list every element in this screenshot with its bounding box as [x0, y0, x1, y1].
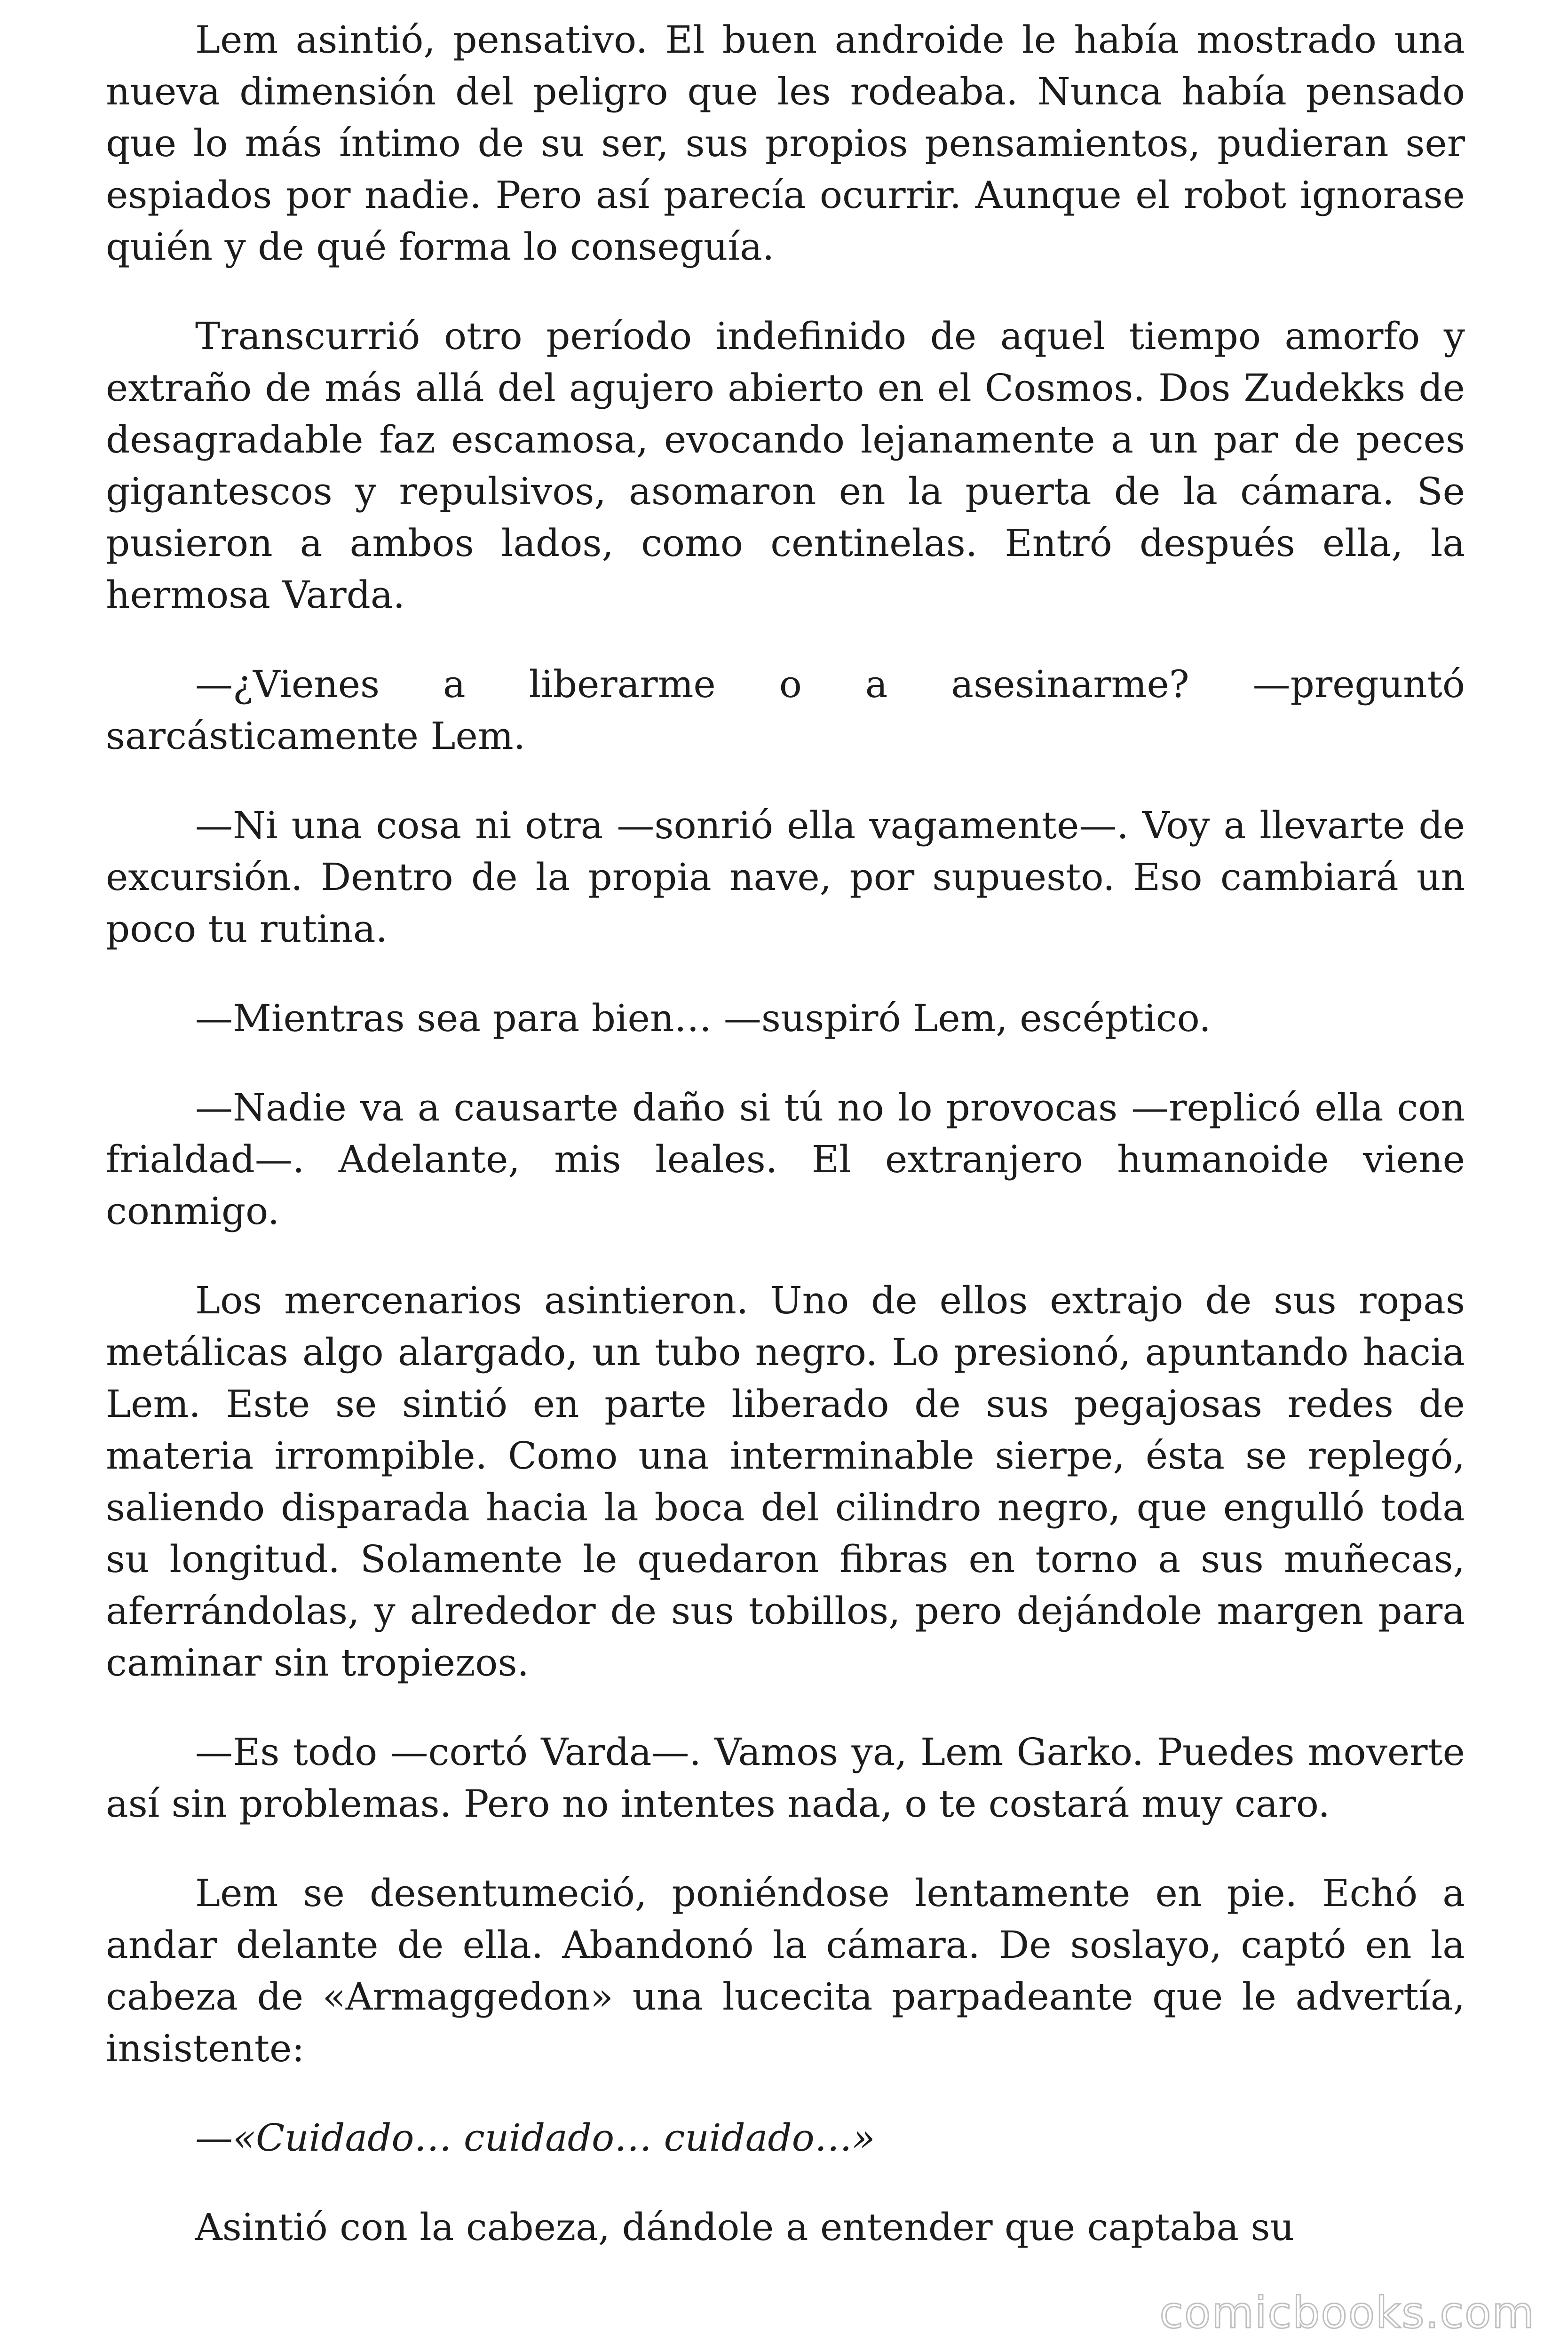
paragraph: Asintió con la cabeza, dándole a entender que captaba su — [195, 2205, 1295, 2249]
paragraph: —Ni una cosa ni otra —sonrió ella vagamente—. Voy a llevarte de excursión. Dentro de la propia nave, por supuesto. Eso cambiará un poco tu rutina. — [106, 803, 1465, 951]
paragraph: —Es todo —cortó Varda—. Vamos ya, Lem Garko. Puedes moverte así sin problemas. Pero no intentes nada, o te costará muy caro. — [106, 1730, 1465, 1826]
document-page — [106, 14, 1465, 2253]
paragraph: Lem asintió, pensativo. El buen androide le había mostrado una nueva dimensión del peligro que les rodeaba. Nunca había pensado que lo más íntimo de su ser, sus propios pensamientos, pudieran ser espiados por nadie. Pero así parecía ocurrir. Aunque el robot ignorase quién y de qué forma lo conseguía. — [106, 18, 1465, 269]
paragraph: Lem se desentumeció, poniéndose lentamente en pie. Echó a andar delante de ella. Abandonó la cámara. De soslayo, captó en la cabeza de «Armaggedon» una lucecita parpadeante que le advertía, insistente: — [106, 1871, 1465, 2070]
paragraph: —Nadie va a causarte daño si tú no lo provocas —replicó ella con frialdad—. Adelante, mis leales. El extranjero humanoide viene conmigo. — [106, 1086, 1465, 1233]
paragraph: —Mientras sea para bien… —suspiró Lem, escéptico. — [195, 996, 1211, 1040]
paragraph: Transcurrió otro período indefinido de aquel tiempo amorfo y extraño de más allá del agujero abierto en el Cosmos. Dos Zudekks de desagradable faz escamosa, evocando lejanamente a un par de peces gigantescos y repulsivos, asomaron en la puerta de la cámara. Se pusieron a ambos lados, como centinelas. Entró después ella, la hermosa Varda. — [106, 314, 1465, 617]
paragraph: Los mercenarios asintieron. Uno de ellos extrajo de sus ropas metálicas algo alargado, un tubo negro. Lo presionó, apuntando hacia Lem. Este se sintió en parte liberado de sus pegajosas redes de materia irrompible. Como una interminable sierpe, ésta se replegó, saliendo disparada hacia la boca del cilindro negro, que engulló toda su longitud. Solamente le quedaron fibras en torno a sus muñecas, aferrándolas, y alrededor de sus tobillos, pero dejándole margen para caminar sin tropiezos. — [106, 1279, 1465, 1685]
paragraph-italic: —«Cuidado… cuidado… cuidado…» — [195, 2116, 875, 2160]
watermark: comicbooks.com — [1159, 2288, 1535, 2338]
paragraph: —¿Vienes a liberarme o a asesinarme? —preguntó sarcásticamente Lem. — [106, 662, 1465, 758]
